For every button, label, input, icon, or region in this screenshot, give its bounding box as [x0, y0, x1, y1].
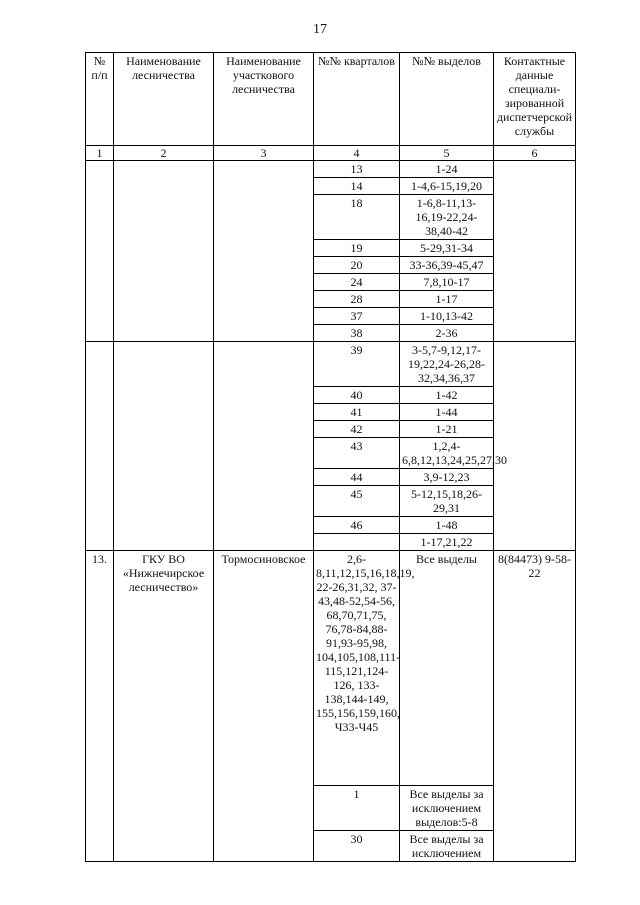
- column-number-row: [86, 146, 576, 161]
- vydel-cell: Все выделы за исключением: [400, 831, 494, 862]
- kvartal-cell: 40: [314, 387, 400, 404]
- vydel-cell: Все выделы за исключением выделов:5-8: [400, 786, 494, 831]
- vydel-cell: 7,8,10-17: [400, 274, 494, 291]
- vydel-cell: 1-17,21,22: [400, 534, 494, 551]
- kvartal-cell: 14: [314, 178, 400, 195]
- header-cell: № п/п: [86, 53, 114, 146]
- empty-cell: [214, 342, 314, 551]
- vydel-cell: 1,2,4-6,8,12,13,24,25,27,30: [400, 438, 494, 469]
- kvartal-cell: 28: [314, 291, 400, 308]
- empty-cell: [114, 342, 214, 551]
- kvartal-cell: 37: [314, 308, 400, 325]
- vydel-cell: 2-36: [400, 325, 494, 342]
- vydel-cell: 1-24: [400, 161, 494, 178]
- vydel-cell: 1-6,8-11,13-16,19-22,24-38,40-42: [400, 195, 494, 240]
- kvartal-cell: 18: [314, 195, 400, 240]
- column-number: 4: [314, 146, 400, 161]
- column-number: 6: [494, 146, 576, 161]
- empty-cell: [86, 161, 114, 342]
- table-row: [86, 551, 576, 786]
- vydel-cell: 1-44: [400, 404, 494, 421]
- header-cell: №№ выделов: [400, 53, 494, 146]
- empty-cell: [214, 161, 314, 342]
- kvartal-cell: 41: [314, 404, 400, 421]
- empty-cell: [86, 342, 114, 551]
- vydel-cell: 1-21: [400, 421, 494, 438]
- kvartal-cell: 38: [314, 325, 400, 342]
- kvartal-cell: 13: [314, 161, 400, 178]
- table-row: [86, 161, 576, 178]
- vydel-cell: 5-12,15,18,26-29,31: [400, 486, 494, 517]
- column-number: 5: [400, 146, 494, 161]
- column-number: 2: [114, 146, 214, 161]
- kvartal-cell: [314, 534, 400, 551]
- kvartal-cell: 39: [314, 342, 400, 387]
- header-cell: Наименование лесничества: [114, 53, 214, 146]
- district-name: Тормосиновское: [214, 551, 314, 862]
- kvartal-cell: 1: [314, 786, 400, 831]
- column-number: 1: [86, 146, 114, 161]
- vydel-cell: 1-10,13-42: [400, 308, 494, 325]
- header-cell: Контактные данные специали-зированной диспетчерской службы: [494, 53, 576, 146]
- empty-cell: [114, 161, 214, 342]
- kvartal-cell: 44: [314, 469, 400, 486]
- vydel-cell: Все выделы: [400, 551, 494, 786]
- kvartal-cell: 30: [314, 831, 400, 862]
- column-number: 3: [214, 146, 314, 161]
- row-number: 13.: [86, 551, 114, 862]
- table-row: [86, 342, 576, 387]
- kvartal-cell: 43: [314, 438, 400, 469]
- kvartal-cell: 45: [314, 486, 400, 517]
- empty-cell: [494, 161, 576, 342]
- header-cell: №№ кварталов: [314, 53, 400, 146]
- kvartal-cell: 2,6-8,11,12,15,16,18,19, 22-26,31,32, 37-43,48-52,54-56, 68,70,71,75, 76,78-84,88-91,93-95,98, 104,105,108,111-115,121,124-126, 133-138,144-149, 155,156,159,160, Ч33-Ч45: [314, 551, 400, 786]
- vydel-cell: 3,9-12,23: [400, 469, 494, 486]
- forestry-name: ГКУ ВО «Нижнечирское лесничество»: [114, 551, 214, 862]
- vydel-cell: 5-29,31-34: [400, 240, 494, 257]
- vydel-cell: 1-48: [400, 517, 494, 534]
- kvartal-cell: 19: [314, 240, 400, 257]
- vydel-cell: 1-17: [400, 291, 494, 308]
- kvartal-cell: 46: [314, 517, 400, 534]
- vydel-cell: 1-4,6-15,19,20: [400, 178, 494, 195]
- kvartal-cell: 42: [314, 421, 400, 438]
- forestry-table: [85, 52, 576, 862]
- vydel-cell: 33-36,39-45,47: [400, 257, 494, 274]
- empty-cell: [494, 342, 576, 551]
- vydel-cell: 1-42: [400, 387, 494, 404]
- kvartal-cell: 24: [314, 274, 400, 291]
- page-number: 17: [313, 22, 327, 37]
- vydel-cell: 3-5,7-9,12,17-19,22,24-26,28-32,34,36,37: [400, 342, 494, 387]
- contact-cell: 8(84473) 9-58-22: [494, 551, 576, 862]
- kvartal-cell: 20: [314, 257, 400, 274]
- header-cell: Наименование участкового лесничества: [214, 53, 314, 146]
- header-row: [86, 53, 576, 146]
